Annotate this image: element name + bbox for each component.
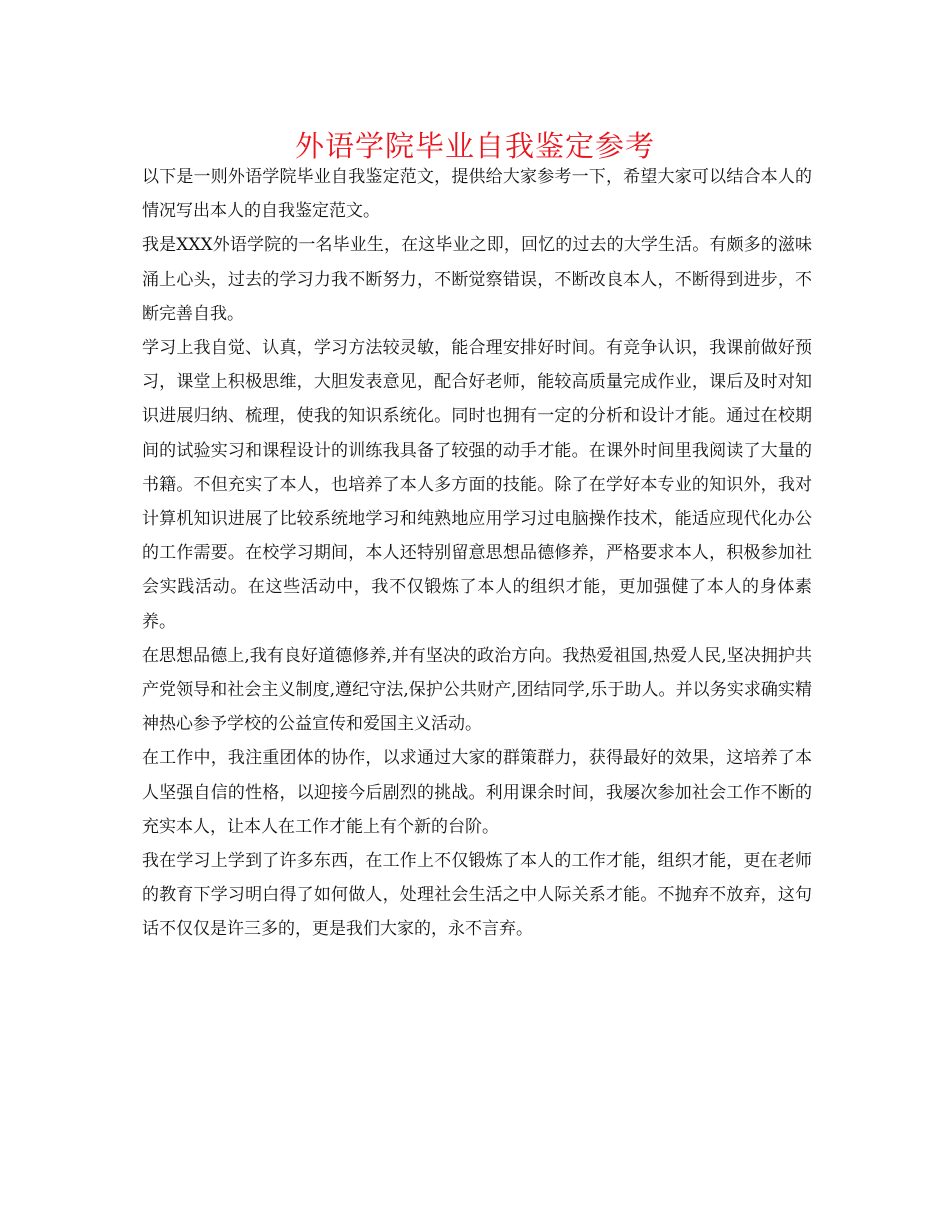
document-title: 外语学院毕业自我鉴定参考: [294, 129, 655, 163]
paragraph-self-introduction: 我是XXX外语学院的一名毕业生，在这毕业之即，回忆的过去的大学生活。有颇多的滋味涌上心头，过去的学习力我不断努力，不断觉察错误，不断改良本人，不断得到进步，不断完善自我。: [142, 235, 812, 324]
document-body: [142, 160, 812, 947]
paragraph-morality: 在思想品德上,我有良好道德修养,并有坚决的政治方向。我热爱祖国,热爱人民,坚决拥护共产党领导和社会主义制度,遵纪守法,保护公共财产,团结同学,乐于助人。并以务实求确实精神热心参予学校的公益宣传和爱国主义活动。: [142, 645, 812, 735]
paragraph-conclusion: 我在学习上学到了许多东西，在工作上不仅锻炼了本人的工作才能，组织才能，更在老师的教育下学习明白得了如何做人，处理社会生活之中人际关系才能。不抛弃不放弃，这句话不仅仅是许三多的，更是我们大家的，永不言弃。: [142, 851, 812, 940]
paragraph-study: 学习上我自觉、认真，学习方法较灵敏，能合理安排好时间。有竞争认识，我课前做好预习，课堂上积极思维，大胆发表意见，配合好老师，能较高质量完成作业，课后及时对知识进展归纳、梳理，使我的知识系统化。同时也拥有一定的分析和设计才能。通过在校期间的试验实习和课程设计的训练我具备了较强的动手才能。在课外时间里我阅读了大量的书籍。不但充实了本人，也培养了本人多方面的技能。除了在学好本专业的知识外，我对计算机知识进展了比较系统地学习和纯熟地应用学习过电脑操作技术，能适应现代化办公的工作需要。在校学习期间，本人还特别留意思想品德修养，严格要求本人，积极参加社会实践活动。在这些活动中，我不仅锻炼了本人的组织才能，更加强健了本人的身体素养。: [142, 338, 812, 632]
paragraph-intro: 以下是一则外语学院毕业自我鉴定范文，提供给大家参考一下，希望大家可以结合本人的情况写出本人的自我鉴定范文。: [142, 167, 812, 222]
paragraph-work: 在工作中，我注重团体的协作，以求通过大家的群策群力，获得最好的效果，这培养了本人坚强自信的性格，以迎接今后剧烈的挑战。利用课余时间，我屡次参加社会工作不断的充实本人，让本人在工作才能上有个新的台阶。: [142, 748, 812, 837]
